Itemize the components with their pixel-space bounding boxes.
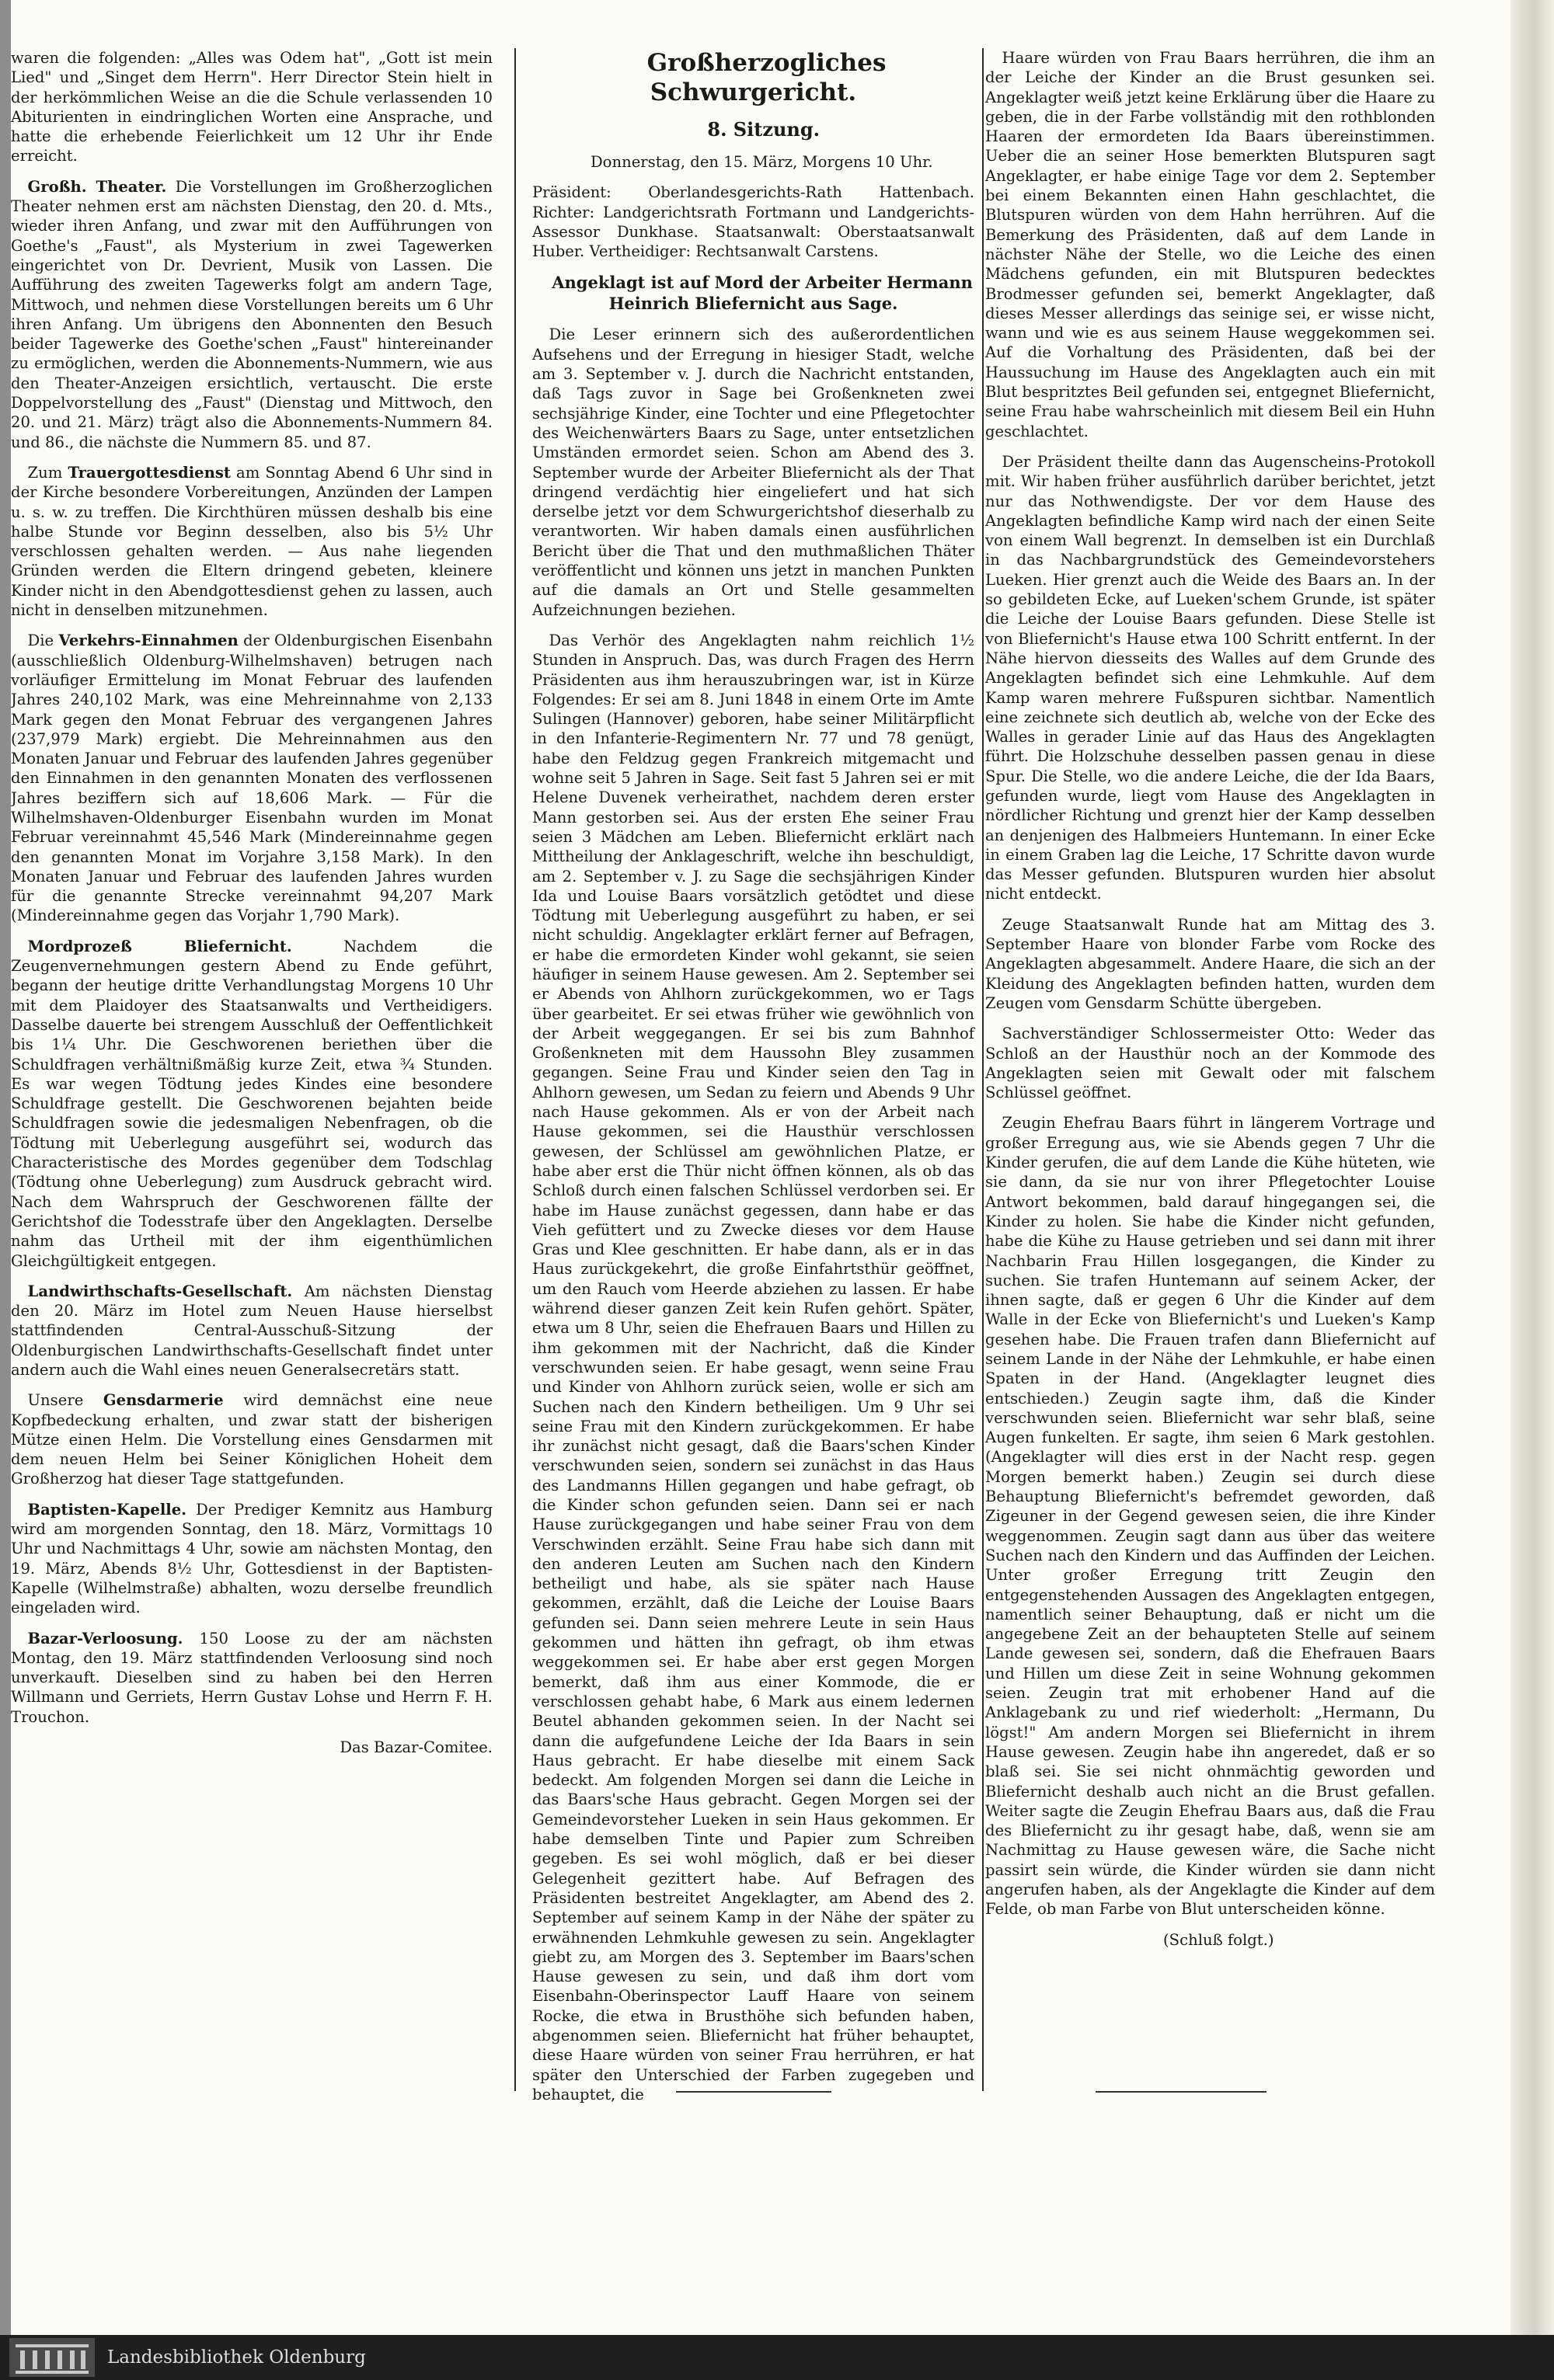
news-item-text: Der Prediger Kemnitz aus Hamburg wird am morgenden Sonntag, den 18. März, Vormittags 10 Uhr und Nachmittags 4 Uhr, sowie am nächsten Montag, den 19. März, Abends 8½ Uhr, Gottesdienst in der Baptisten-Kapelle (Wilhelmstraße) abhalten, wozu derselbe freundlich eingeladen wird.	[11, 1500, 493, 1617]
news-item	[11, 48, 493, 166]
library-footer	[0, 2335, 1554, 2380]
news-item-heading: Gensdarmerie	[103, 1391, 224, 1410]
news-item	[11, 463, 493, 620]
report-paragraph: Zeugin Ehefrau Baars führt in längerem Vortrage und großer Erregung aus, wie sie Abends gegen 7 Uhr die Kinder gerufen, die auf dem Lande die Kühe hüteten, wie sie dann, da sie nur von ihrer Pflegetochter Louise Antwort bekommen, bald darauf hingegangen sei, die Kinder zu holen. Sie habe die Kinder nicht gefunden, habe die Kühe zu Hause getrieben und sei dann mit ihrer Nachbarin Frau Hillen losgegangen, die Kinder zu suchen. Sie trafen Huntemann auf seinem Acker, der ihnen sagte, daß er gegen 6 Uhr die Kinder auf dem Walle in der Ecke von Bliefernicht's und Lueken's Kamp gesehen habe. Die Frauen trafen dann Bliefernicht auf seinem Lande in der Nähe der Lehmkuhle, er habe einen Spaten in der Hand. (Angeklagter leugnet dies entschieden.) Zeugin sagte ihm, daß die Kinder verschwunden seien. Bliefernicht war sehr blaß, seine Augen funkelten. Er sagte, ihm seien 6 Mark gestohlen. (Angeklagter will dies erst in der Nacht resp. gegen Morgen bemerkt haben.) Zeugin sei durch diese Behauptung Bliefernicht's befremdet geworden, daß Zigeuner in der Gegend gewesen seien, die ihre Kinder weggenommen. Zeugin sagt dann aus über das weitere Suchen nach den Kindern und das Auffinden der Leichen. Unter großer Erregung tritt Zeugin den entgegenstehenden Aussagen des Angeklagten entgegen, namentlich seiner Behauptung, daß er nicht um die angegebene Zeit an der behaupteten Stelle auf seinem Lande gewesen sei, sondern, daß die Ehefrauen Baars und Hillen um diese Zeit in seine Wohnung gekommen seien. Zeugin trat mit erhobener Hand auf die Anklagebank zu und rief wiederholt: „Hermann, Du lögst!" Am andern Morgen sei Bliefernicht in ihrem Hause gewesen. Zeugin habe ihn angeredet, daß er so blaß sei. Sie sei nicht ohnmächtig geworden und Bliefernicht deshalb auch nicht an die Brust gefallen. Weiter sagte die Zeugin Ehefrau Baars aus, daß die Frau des Bliefernicht zu ihr gesagt habe, daß, wenn sie am Nachmittag zu Hause gewesen wäre, die Sache nicht passirt sein würde, die Kinder würden sie dann nicht angerufen haben, als der Angeklagte die Kinder auf dem Felde, ob man Farbe von Blut unterscheiden könne.	[985, 1114, 1435, 1919]
report-paragraph: Haare würden von Frau Baars herrühren, die ihm an der Leiche der Kinder an die Brust gesunken sei. Angeklagter weiß jetzt keine Erklärung über die Haare zu geben, die in der Farbe vollständig mit den rothblonden Haaren der ermordeten Ida Baars übereinstimmen. Ueber die an seiner Hose bemerkten Blutspuren sagt Angeklagter, er habe einige Tage vor dem 2. September bei einem Bekannten einen Hahn geschlachtet, die Blutspuren würden von dem Hahn herrühren. Auf die Bemerkung des Präsidenten, daß auf dem Lande in nächster Nähe der Stelle, wo die Leiche des einen Mädchens gefunden, ein mit Blutspuren bedecktes Brodmesser gefunden sei, bemerkt Angeklagter, daß dieses Messer allerdings das seinige sei, er wisse nicht, wann und wie es aus seinem Hause weggekommen sei. Auf die Vorhaltung des Präsidenten, daß bei der Haussuchung im Hause des Angeklagten auch ein mit Blut bespritztes Beil gefunden sei, entgegnet Bliefernicht, seine Frau habe wahrscheinlich mit diesem Beil ein Huhn geschlachtet.	[985, 49, 1435, 440]
news-item	[11, 1282, 493, 1380]
report-paragraph: Sachverständiger Schlossermeister Otto: Weder das Schloß an der Hausthür noch an der Kommode des Angeklagten seien mit Gewalt oder mit falschem Schlüssel geöffnet.	[985, 1025, 1435, 1102]
news-item-text: Nachdem die Zeugenvernehmungen gestern Abend zu Ende geführt, begann der heutige dritte Verhandlungstag Morgens 10 Uhr mit dem Plaidoyer des Staatsanwalts und Vertheidigers. Dasselbe dauerte bei strengem Ausschluß der Oeffentlichkeit bis 1¼ Uhr. Die Geschworenen beriethen über die Schuldfragen verhältnißmäßig kurze Zeit, etwa ¾ Stunden. Es war wegen Tödtung jedes Kindes eine besondere Schuldfrage gestellt. Die Geschworenen bejahten beide Schuldfragen sowie die jedesmaligen Nebenfragen, ob die Tödtung mit Ueberlegung ausgeführt sei, wodurch das Characteristische des Mordes gegenüber dem Todschlag (Tödtung ohne Ueberlegung) zum Ausdruck gebracht wird. Nach dem Wahrspruch der Geschworenen fällte der Gerichtshof die Todesstrafe über den Angeklagten. Derselbe nahm das Urtheil mit der ihm eigenthümlichen Gleichgültigkeit entgegen.	[11, 937, 493, 1270]
court-date-line: Donnerstag, den 15. März, Morgens 10 Uhr.	[590, 153, 933, 171]
news-item	[11, 1390, 493, 1488]
news-item	[11, 937, 493, 1271]
news-item-prefix: Unsere	[27, 1391, 84, 1410]
news-item	[11, 1500, 493, 1618]
news-item-prefix: Die	[27, 632, 54, 650]
news-item-heading: Verkehrs-Einnahmen	[58, 632, 239, 650]
court-session: 8. Sitzung.	[707, 118, 820, 141]
column-rule-right	[982, 48, 984, 2091]
news-item	[11, 177, 493, 452]
news-item-text: wird demnächst eine neue Kopfbedeckung erhalten, und zwar statt der bisherigen Mütze einen Helm. Die Vorstellung eines Gensdarmen mit dem neuen Helm bei Seiner Königlichen Hoheit dem Großherzog hat dieser Tage stattgefunden.	[11, 1391, 493, 1488]
report-paragraph: Der Präsident theilte dann das Augenscheins-Protokoll mit. Wir haben früher ausführlich darüber berichtet, jetzt nur das Nothwendigste. Der vor dem Hause des Angeklagten befindliche Kamp wird nach der einen Seite von einem Wall begrenzt. In demselben ist ein Durchlaß in das Nachbargrundstück des Gemeindevorstehers Lueken. Hier grenzt auch die Weide des Baars an. In der so gebildeten Ecke, auf Lueken'schem Grunde, ist später die Leiche der Louise Baars gefunden. Diese Stelle ist von Bliefernicht's Hause etwa 100 Schritt entfernt. In der Nähe hiervon diesseits des Walles auf dem Grunde des Angeklagten befindet sich eine Lehmkuhle. Auf dem Kamp waren mehrere Fußspuren sichtbar. Namentlich eine zeichnete sich deutlich ab, welche von der Ecke des Walles in gerader Linie auf das Haus des Angeklagten führt. Die Holzschuhe desselben passen genau in diese Spur. Die Stelle, wo die andere Leiche, die der Ida Baars, gefunden wurde, liegt vom Hause des Angeklagten in nördlicher Richtung und grenzt hier der Kamp desselben an denjenigen des Halbmeiers Huntemann. In einer Ecke in einem Graben lag die Leiche, 17 Schritte davon wurde das Messer gefunden. Blutspuren wurden hier absolut nicht entdeckt.	[985, 452, 1435, 903]
news-item-prefix: Zum	[27, 463, 63, 482]
closing-note: (Schluß folgt.)	[1163, 1930, 1274, 1949]
newspaper-page	[11, 0, 1554, 2380]
news-item-text: am Sonntag Abend 6 Uhr sind in der Kirche besondere Vorbereitungen, Anzünden der Lampen u. s. w. zu treffen. Die Kirchthüren müssen deshalb bis eine halbe Stunde vor Beginn desselben, also bis 5½ Uhr verschlossen gehalten werden. — Aus nahe liegenden Gründen werden die Eltern dringend gebeten, kleinere Kinder nicht in den Abendgottesdienst gehen zu lassen, auch nicht in denselben mitzunehmen.	[11, 463, 493, 620]
right-column	[985, 48, 1435, 1961]
end-rule-middle	[676, 2091, 831, 2093]
news-item-text: 150 Loose zu der am nächsten Montag, den 19. März stattfindenden Verloosung sind noch unverkauft. Dieselben sind zu haben bei den Herren Willmann und Gerriets, Herrn Gustav Lohse und Herrn F. H. Trouchon.	[11, 1629, 493, 1726]
news-item-heading: Trauergottesdienst	[68, 463, 231, 482]
court-report-body	[532, 325, 974, 2104]
news-item-heading: Mordprozeß Bliefernicht.	[27, 937, 292, 955]
middle-column	[532, 48, 974, 2104]
news-item	[11, 1629, 493, 1727]
end-rule-right	[1096, 2091, 1267, 2093]
column-rule-left	[514, 48, 516, 2091]
report-paragraph: Die Leser erinnern sich des außerordentlichen Aufsehens und der Erregung in hiesiger Stadt, welche am 3. September v. J. durch die Nachricht entstanden, daß Tags zuvor in Sage bei Großenkneten zwei sechsjährige Kinder, eine Tochter und eine Pflegetochter des Weichenwärters Baars zu Sage, unter entsetzlichen Umständen ermordet seien. Schon am Abend des 3. September wurde der Arbeiter Bliefernicht als der That dringend verdächtig hier eingeliefert und hat sich derselbe jetzt vor dem Schwurgerichtshof dieserhalb zu verantworten. Wir haben damals einen ausführlichen Bericht über die That und den muthmaßlichen Thäter veröffentlicht und können uns jetzt in manchen Punkten auf die damals an Ort und Stelle gesammelten Aufzeichnungen beziehen.	[532, 325, 974, 619]
page-gutter	[1510, 0, 1554, 2380]
library-building-icon	[9, 2338, 95, 2377]
news-item	[11, 631, 493, 925]
left-column	[11, 48, 493, 1768]
report-paragraph: Zeuge Staatsanwalt Runde hat am Mittag des 3. September Haare von blonder Farbe vom Rocke des Angeklagten abgesammelt. Andere Haare, die sich an der Kleidung des Angeklagten befinden hatten, wurden dem Zeugen vom Gensdarm Schütte übergeben.	[985, 915, 1435, 1012]
news-item-heading: Bazar-Verloosung.	[27, 1629, 183, 1648]
news-item-text: Am nächsten Dienstag den 20. März im Hotel zum Neuen Hause hierselbst stattfindenden Central-Ausschuß-Sitzung der Oldenburgischen Landwirthschafts-Gesellschaft findet unter andern auch die Wahl eines neuen Generalsecretärs statt.	[11, 1282, 493, 1379]
news-item-heading: Landwirthschafts-Gesellschaft.	[27, 1282, 293, 1300]
bazar-signature: Das Bazar-Comitee.	[340, 1738, 493, 1757]
news-item-text: Die Vorstellungen im Großherzoglichen Theater nehmen erst am nächsten Dienstag, den 20. d. Mts., wieder ihren Anfang, und zwar mit den Aufführungen von Goethe's „Faust", als Mysterium in zwei Tagewerken eingerichtet von Dr. Devrient, Musik von Lassen. Die Aufführung des zweiten Tagewerks folgt am andern Tage, Mittwoch, und nehmen diese Vorstellungen bereits um 6 Uhr ihren Anfang. Um übrigens den Abonnenten den Besuch beider Tagewerke des Goethe'schen „Faust" hintereinander zu ermöglichen, werden die Abonnements-Nummern, wie aus den Theater-Anzeigen ersichtlich, vertauscht. Die erste Doppelvorstellung des „Faust" (Dienstag und Mittwoch, den 20. und 21. März) trägt also die Abonnements-Nummern 84. und 86., die nächste die Nummern 85. und 87.	[11, 177, 493, 451]
news-item-heading: Großh. Theater.	[27, 177, 167, 196]
court-headline: Angeklagt ist auf Mord der Arbeiter Hermann Heinrich Bliefernicht aus Sage.	[552, 273, 973, 314]
court-report-title: Großherzogliches Schwurgericht.	[646, 49, 887, 106]
news-item-text: der Oldenburgischen Eisenbahn (ausschließlich Oldenburg-Wilhelmshaven) betrugen nach vorläufiger Ermittelung im Monat Februar des laufenden Jahres 240,102 Mark, was eine Mehreinnahme von 2,133 Mark gegen den Monat Februar des vergangenen Jahres (237,979 Mark) ergiebt. Die Mehreinnahmen aus den Monaten Januar und Februar des laufenden Jahres gegenüber den Einnahmen in den genannten Monaten des verflossenen Jahres beziffern sich auf 18,606 Mark. — Für die Wilhelmshaven-Oldenburger Eisenbahn wurden im Monat Februar vereinnahmt 45,546 Mark (Mindereinnahme gegen den genannten Monat im Vorjahre 3,158 Mark). In den Monaten Januar und Februar des laufenden Jahres wurden für die genannte Strecke vereinnahmt 94,207 Mark (Mindereinnahme gegen das Vorjahr 1,790 Mark).	[11, 632, 493, 925]
court-report-continuation	[985, 48, 1435, 1919]
news-item-heading: Baptisten-Kapelle.	[27, 1500, 186, 1519]
news-item-text: waren die folgenden: „Alles was Odem hat", „Gott ist mein Lied" und „Singet dem Herrn". Herr Director Stein hielt in der herkömmlichen Weise an die die Schule verlassenden 10 Abiturienten in eindringlichen Worten eine Ansprache, und hatte die erhebende Feierlichkeit um 12 Uhr ihr Ende erreicht.	[11, 49, 493, 165]
court-composition: Präsident: Oberlandesgerichts-Rath Hattenbach. Richter: Landgerichtsrath Fortmann und Landgerichts-Assessor Dunkhase. Staatsanwalt: Oberstaatsanwalt Huber. Vertheidiger: Rechtsanwalt Carstens.	[532, 183, 974, 261]
report-paragraph: Das Verhör des Angeklagten nahm reichlich 1½ Stunden in Anspruch. Das, was durch Fragen des Herrn Präsidenten aus ihm herauszubringen war, ist in Kürze Folgendes: Er sei am 8. Juni 1848 in einem Orte im Amte Sulingen (Hannover) geboren, habe seiner Militärpflicht in den Infanterie-Regimentern Nr. 77 und 78 genügt, habe den Feldzug gegen Frankreich mitgemacht und wohne seit 5 Jahren in Sage. Seit fast 5 Jahren sei er mit Helene Duvenek verheirathet, nachdem deren erster Mann gestorben sei. Aus der ersten Ehe seiner Frau seien 3 Mädchen am Leben. Bliefernicht erklärt nach Mittheilung der Anklageschrift, welche ihn beschuldigt, am 2. September v. J. zu Sage die sechsjährigen Kinder Ida und Louise Baars vorsätzlich getödtet und diese Tödtung mit Ueberlegung ausgeführt zu haben, er sei nicht schuldig. Angeklagter erklärt ferner auf Befragen, er habe die ermordeten Kinder wohl gekannt, sie seien häufiger in seinem Hause gewesen. Am 2. September sei er Abends von Ahlhorn zurückgekommen, wo er Tags über gearbeitet. Er sei etwas früher wie gewöhnlich von der Arbeit weggegangen. Er sei bis zum Bahnhof Großenkneten mit dem Haussohn Bley zusammen gegangen. Seine Frau und Kinder seien den Tag in Ahlhorn gewesen, um Sedan zu feiern und Abends 9 Uhr nach Hause gekommen. Als er von der Arbeit nach Hause gekommen, sei die Hausthür verschlossen gewesen, der Schlüssel am gewöhnlichen Platze, er habe aber erst die Thür nicht öffnen können, als ob das Schloß durch einen falschen Schlüssel verdorben sei. Er habe im Hause zunächst gegessen, dann habe er das Vieh gefüttert und zu Zwecke dieses vor dem Hause Gras und Klee geschnitten. Er habe dann, als er in das Haus zurückgekehrt, die große Einfahrtsthür geöffnet, um den Rauch vom Heerde abziehen zu lassen. Er habe während dieser ganzen Zeit kein Rufen gehört. Später, etwa um 8 Uhr, seien die Ehefrauen Baars und Hillen zu ihm gekommen mit der Nachricht, daß die Kinder verschwunden seien. Er habe gesagt, wenn seine Frau und Kinder von Ahlhorn zurück seien, wolle er sich am Suchen nach den Kindern betheiligen. Um 9 Uhr sei seine Frau mit den Kindern zurückgekommen. Er habe ihr zunächst nicht gesagt, daß die Baars'schen Kinder verschwunden seien, sondern sei zunächst in das Haus des Landmanns Hillen gegangen und habe gefragt, ob die Kinder schon gefunden seien. Dann sei er nach Hause zurückgegangen und habe seiner Frau von dem Verschwinden erzählt. Seine Frau habe sich dann mit den anderen Leuten am Suchen nach den Kindern betheiligt und habe, als sie später nach Hause gekommen, erzählt, daß die Leiche der Louise Baars gefunden sei. Dann seien mehrere Leute in sein Haus gekommen und hätten ihn gefragt, ob ihm etwas weggekommen sei. Er habe aber erst gegen Morgen bemerkt, daß ihm aus einer Kommode, die er verschlossen gehabt habe, 6 Mark aus einem ledernen Beutel abhanden gekommen seien. In der Nacht sei dann die aufgefundene Leiche der Ida Baars in sein Haus gebracht. Er habe dieselbe mit einem Sack bedeckt. Am folgenden Morgen sei dann die Leiche in das Baars'sche Haus gebracht. Gegen Morgen sei der Gemeindevorsteher Lueken in sein Haus gekommen. Er habe demselben Tinte und Papier zum Schreiben gegeben. Es sei wohl möglich, daß er bei dieser Gelegenheit gezittert habe. Auf Befragen des Präsidenten bestreitet Angeklagter, am Abend des 2. September auf seinem Kamp in der Nähe der später zu erwähnenden Lehmkuhle gewesen zu sein. Angeklagter giebt zu, am Morgen des 3. September im Baars'schen Hause gewesen zu sein, und daß ihm dort vom Eisenbahn-Oberinspector Lauff Haare von seinem Rocke, die etwa in Brusthöhe sich befunden haben, abgenommen seien. Bliefernicht hat früher behauptet, diese Haare würden von seiner Frau herrühren, er hat später den Unterschied der Farben zugegeben und behauptet, die	[532, 631, 974, 2103]
library-name: Landesbibliothek Oldenburg	[107, 2347, 366, 2368]
